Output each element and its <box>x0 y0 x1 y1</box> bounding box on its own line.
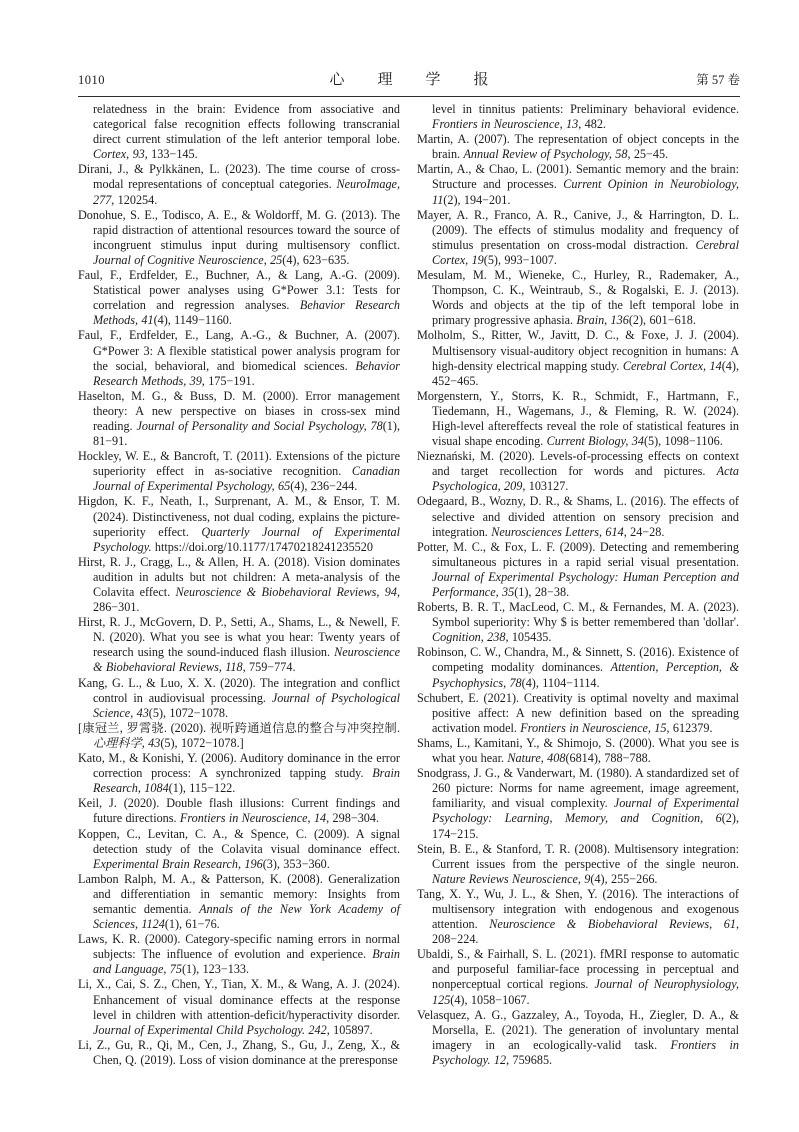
reference-text: [康冠兰, 罗霄骁. (2020). 视听跨通道信息的整合与冲突控制. <box>78 720 400 735</box>
reference-journal-volume: Annals of the New York Academy of Sciences, 1124 <box>93 901 400 932</box>
reference-entry <box>78 268 400 328</box>
reference-journal-volume: Canadian Journal of Experimental Psychology, 65 <box>93 464 400 494</box>
reference-entry <box>417 645 739 690</box>
reference-journal-volume: Brain, 136 <box>576 313 629 328</box>
reference-entry <box>78 208 400 268</box>
reference-entry <box>417 494 739 539</box>
reference-journal-volume: Cognition, 238 <box>432 630 506 645</box>
reference-journal-volume: Brain Research, 1084 <box>93 766 400 796</box>
reference-text: Li, X., Cai, S. Z., Chen, Y., Tian, X. M., & Wang, A. J. (2024). Enhancement of visual dominance effects at the response level in children with attention-deficit/hyperactivity disorder. <box>78 977 400 1022</box>
reference-text: Li, Z., Gu, R., Qi, M., Cen, J., Zhang, S., Gu, J., Zeng, X., & Chen, Q. (2019). Loss of vision dominance at the preresponse <box>78 1037 400 1067</box>
reference-text: , 133−145. <box>144 147 198 162</box>
reference-entry <box>417 540 739 600</box>
reference-text: relatedness in the brain: Evidence from associative and categorical false recognition effects following transcranial direct current stimulation of the left anterior temporal lobe. <box>93 102 400 147</box>
reference-entry <box>78 494 400 554</box>
reference-text: (2), 174−215. <box>432 811 739 841</box>
reference-text: (3), 353−360. <box>262 856 330 871</box>
reference-entry <box>417 328 739 388</box>
reference-journal-volume: Journal of Personality and Social Psychology, 78 <box>136 418 383 433</box>
page-header <box>78 68 740 97</box>
reference-text: Laws, K. R. (2000). Category-specific naming errors in normal subjects: The influence of evolution and experience. <box>78 932 400 962</box>
reference-text: (1), 61−76. <box>164 917 220 932</box>
reference-text: Faul, F., Erdfelder, E., Lang, A.-G., & Buchner, A. (2007). G*Power 3: A flexible statistical power analysis program for the social, behavioral, and biomedical sciences. <box>78 328 400 373</box>
reference-journal-volume: Current Biology, 34 <box>546 434 644 449</box>
reference-entry <box>78 449 400 494</box>
journal-title-wrap <box>138 68 680 89</box>
reference-text: , 120254. <box>111 192 158 207</box>
reference-text: (2), 601−618. <box>628 313 696 328</box>
reference-entry <box>78 872 400 932</box>
reference-text: (1), 115−122. <box>168 781 236 796</box>
reference-entry <box>78 932 400 977</box>
reference-journal-volume: Cerebral Cortex, 19 <box>432 237 739 267</box>
reference-entry <box>417 691 739 736</box>
reference-text: Potter, M. C., & Fox, L. F. (2009). Detecting and remembering simultaneous pictures in a rapid serial visual presentation. <box>417 539 739 569</box>
reference-entry <box>417 268 739 328</box>
reference-entry <box>417 102 739 132</box>
reference-text: Odegaard, B., Wozny, D. R., & Shams, L. (2016). The effects of selective and divided attention on sensory precision and integration. <box>417 494 739 539</box>
reference-entry <box>78 328 400 388</box>
reference-text: , 759685. <box>506 1052 553 1067</box>
reference-text: (4), 1058−1067. <box>450 992 530 1007</box>
reference-text: Tang, X. Y., Wu, J. L., & Shen, Y. (2016). The interactions of multisensory integration with endogenous and exogenous attention. <box>417 886 739 932</box>
reference-entry <box>417 1008 739 1068</box>
reference-journal-volume: Behavior Research Methods, 39 <box>93 358 400 388</box>
references-column-left <box>78 102 400 1068</box>
reference-journal-volume: Neuroscience & Biobehavioral Reviews, 118 <box>93 645 400 675</box>
reference-entry <box>78 796 400 826</box>
reference-journal-volume: Quarterly Journal of Experimental Psychology. <box>93 524 400 554</box>
reference-entry <box>417 132 739 162</box>
volume-label: 第 57 卷 <box>696 73 740 87</box>
reference-text: , 759−774. <box>242 660 296 675</box>
reference-text: (4), 452−465. <box>432 358 739 388</box>
reference-text: Shams, L., Kamitani, Y., & Shimojo, S. (2000). What you see is what you hear. <box>417 735 739 766</box>
reference-text: (5), 1072−1078. <box>148 705 229 720</box>
reference-text: Keil, J. (2020). Double flash illusions: Current findings and future directions. <box>78 796 400 826</box>
reference-journal-volume: Brain and Language, 75 <box>93 947 400 977</box>
reference-entry <box>78 751 400 796</box>
reference-journal-volume: Journal of Experimental Psychology: Human Perception and Performance, 35 <box>432 569 739 599</box>
reference-text: Hirst, R. J., Cragg, L., & Allen, H. A. (2018). Vision dominates audition in adults but not children: A meta-analysis of the Colavita effect. <box>78 554 400 599</box>
reference-text: , 24−28. <box>623 524 665 539</box>
reference-entry <box>417 208 739 268</box>
reference-journal-volume: Frontiers in Neuroscience, 15 <box>520 720 667 735</box>
reference-text: (5), 1098−1106. <box>643 434 723 449</box>
reference-journal-volume: Neuroscience & Biobehavioral Reviews, 61 <box>489 917 736 932</box>
reference-text: https://doi.org/10.1177/17470218241235520 <box>151 539 373 554</box>
reference-text: Kang, G. L., & Luo, X. X. (2020). The integration and conflict control in audiovisual processing. <box>78 675 400 705</box>
reference-journal-volume: 心理科学, 43 <box>93 735 161 750</box>
reference-entry <box>417 887 739 947</box>
reference-journal-volume: Cortex, 93 <box>93 147 145 162</box>
reference-entry <box>78 162 400 207</box>
reference-text: Snodgrass, J. G., & Vanderwart, M. (1980). A standardized set of 260 picture: Norms for name agreement, image agreement, familiarity, and visual complexity. <box>417 766 739 811</box>
reference-text: (5), 993−1007. <box>483 252 557 267</box>
reference-text: Martin, A., & Chao, L. (2001). Semantic memory and the brain: Structure and processes. <box>417 162 739 192</box>
reference-entry <box>78 615 400 675</box>
reference-text: Faul, F., Erdfelder, E., Buchner, A., & Lang, A.-G. (2009). Statistical power analyses using G*Power 3.1: Tests for correlation and regression analyses. <box>78 268 400 313</box>
reference-journal-volume: Acta Psychologica, 209 <box>432 464 739 494</box>
reference-text: Koppen, C., Levitan, C. A., & Spence, C. (2009). A signal detection study of the Colavita visual dominance effect. <box>78 826 400 856</box>
reference-text: (4), 1149−1160. <box>153 313 232 328</box>
reference-text: (2), 194−201. <box>443 192 511 207</box>
reference-journal-volume: Frontiers in Neuroscience, 14 <box>179 811 327 826</box>
reference-journal-volume: Nature, 408 <box>507 751 566 766</box>
reference-text: Martin, A. (2007). The representation of object concepts in the brain. <box>417 132 739 162</box>
reference-text: Molholm, S., Ritter, W., Javitt, D. C., & Foxe, J. J. (2004). Multisensory visual-auditory object recognition in humans: A high-density electrical mapping study. <box>417 328 739 373</box>
reference-journal-volume: Cerebral Cortex, 14 <box>622 358 722 373</box>
reference-text: , 298−304. <box>326 811 380 826</box>
references-column-right <box>417 102 739 1068</box>
reference-text: Velasquez, A. G., Gazzaley, A., Toyoda, H., Ziegler, D. A., & Morsella, E. (2021). The generation of involuntary mental imagery in an ecologically-valid task. <box>417 1007 739 1052</box>
reference-entry <box>78 977 400 1037</box>
reference-text: (1), 123−133. <box>181 962 250 977</box>
reference-text: Dirani, J., & Pylkkänen, L. (2023). The time course of cross-modal representations of conceptual categories. <box>78 162 400 192</box>
reference-text: , 25−45. <box>627 147 669 162</box>
reference-entry <box>417 600 739 645</box>
reference-entry <box>78 676 400 721</box>
reference-text: (4), 1104−1114. <box>521 675 600 690</box>
reference-text: Hirst, R. J., McGovern, D. P., Setti, A., Shams, L., & Newell, F. N. (2020). What you see is what you hear: Twenty years of research using the sound-induced flash illusion. <box>78 615 400 660</box>
reference-entry <box>78 1038 400 1068</box>
reference-journal-volume: Attention, Perception, & Psychophysics, 78 <box>432 660 740 690</box>
reference-text: (1), 81−91. <box>93 418 400 449</box>
reference-text: Mesulam, M. M., Wieneke, C., Hurley, R., Rademaker, A., Thompson, C. K., Weintraub, S., & Rogalski, E. J. (2013). Words and objects at the tip of the left temporal lobe in primary progressive aphasia. <box>417 268 739 328</box>
reference-journal-volume: Journal of Psychological Science, 43 <box>93 690 400 720</box>
reference-journal-volume: Frontiers in Neuroscience, 13 <box>432 117 579 132</box>
reference-text: , 103127. <box>522 479 569 494</box>
reference-journal-volume: NeuroImage, 277 <box>93 177 400 207</box>
reference-text: , 105897. <box>326 1022 373 1037</box>
reference-journal-volume: Frontiers in Psychology. 12 <box>432 1037 740 1067</box>
reference-text: Nieznański, M. (2020). Levels-of-processing effects on context and target recollection for words and pictures. <box>417 449 739 479</box>
reference-entry <box>78 555 400 615</box>
reference-text: , 175−191. <box>201 373 255 388</box>
reference-entry <box>417 389 739 449</box>
page-number: 1010 <box>78 73 105 87</box>
reference-text: Mayer, A. R., Franco, A. R., Canive, J., & Harrington, D. L. (2009). The effects of stimulus modality and frequency of stimulus presentation on cross-modal distraction. <box>417 207 739 252</box>
reference-text: (4), 255−266. <box>590 871 658 886</box>
journal-title: 心理学报 <box>329 72 522 88</box>
reference-text: Donohue, S. E., Todisco, A. E., & Woldorff, M. G. (2013). The rapid distraction of attentional resources toward the source of incongruent stimulus input during multisensory conflict. <box>78 207 400 252</box>
reference-text: Morgenstern, Y., Storrs, K. R., Schmidt, F., Hartmann, F., Tiedemann, H., Wagemans, J., & Fleming, R. W. (2024). High-level aftereffects reveal the role of statistical features in visual shape encoding. <box>417 388 739 449</box>
reference-text: Roberts, B. R. T., MacLeod, C. M., & Fernandes, M. A. (2023). Symbol superiority: Why $ is better remembered than 'dollar'. <box>417 600 739 630</box>
reference-journal-volume: Behavior Research Methods, 41 <box>93 298 400 328</box>
reference-text: Hockley, W. E., & Bancroft, T. (2011). Extensions of the picture superiority effect in as-sociative recognition. <box>78 449 400 479</box>
reference-entry <box>417 947 739 1007</box>
reference-journal-volume: Journal of Experimental Psychology: Learning, Memory, and Cognition, 6 <box>432 796 739 826</box>
reference-text: , 286−301. <box>93 585 400 615</box>
reference-entry <box>417 766 739 841</box>
reference-text: (6814), 788−788. <box>565 751 651 766</box>
reference-journal-volume: Nature Reviews Neuroscience, 9 <box>432 871 591 886</box>
reference-entry <box>78 721 400 751</box>
reference-entry <box>417 736 739 766</box>
reference-text: Stein, B. E., & Stanford, T. R. (2008). Multisensory integration: Current issues from the perspective of the single neuron. <box>417 841 739 871</box>
reference-text: , 105435. <box>505 630 552 645</box>
reference-text: , 482. <box>578 117 606 132</box>
reference-text: , 208−224. <box>432 917 739 947</box>
reference-entry <box>78 389 400 449</box>
reference-journal-volume: Journal of Neurophysiology, 125 <box>432 977 740 1007</box>
reference-journal-volume: Journal of Cognitive Neuroscience, 25 <box>93 252 283 267</box>
reference-text: Lambon Ralph, M. A., & Patterson, K. (2008). Generalization and differentiation in semantic memory: Insights from semantic dementia. <box>78 871 400 916</box>
reference-journal-volume: Annual Review of Psychology, 58 <box>463 147 628 162</box>
reference-text: , 612379. <box>666 720 713 735</box>
reference-text: (5), 1072−1078.] <box>160 735 244 750</box>
reference-text: level in tinnitus patients: Preliminary behavioral evidence. <box>432 102 739 116</box>
reference-entry <box>78 827 400 872</box>
reference-journal-volume: Current Opinion in Neurobiology, 11 <box>432 177 739 207</box>
reference-journal-volume: Neuroscience & Biobehavioral Reviews, 94 <box>175 585 397 599</box>
reference-text: Higdon, K. F., Neath, I., Surprenant, A. M., & Ensor, T. M. (2024). Distinctiveness, not dual coding, explains the picture-superiority effect. <box>78 494 400 539</box>
references-section <box>78 102 740 1068</box>
reference-text: Ubaldi, S., & Fairhall, S. L. (2021). fMRI response to automatic and purposeful familiar-face processing in perceptual and nonperceptual cortical regions. <box>417 947 739 992</box>
reference-text: (4), 623−635. <box>282 252 350 267</box>
reference-journal-volume: Experimental Brain Research, 196 <box>93 856 263 871</box>
reference-entry <box>417 449 739 494</box>
reference-journal-volume: Neurosciences Letters, 614 <box>491 524 624 539</box>
reference-entry <box>417 162 739 207</box>
reference-entry <box>78 102 400 162</box>
reference-text: Robinson, C. W., Chandra, M., & Sinnett, S. (2016). Existence of competing modality dominances. <box>417 645 739 675</box>
reference-text: Haselton, M. G., & Buss, D. M. (2000). Error management theory: A new perspective on biases in cross-sex mind reading. <box>78 388 400 433</box>
reference-entry <box>417 842 739 887</box>
reference-journal-volume: Journal of Experimental Child Psychology. 242 <box>93 1022 327 1037</box>
reference-text: Kato, M., & Konishi, Y. (2006). Auditory dominance in the error correction process: A synchronized tapping study. <box>78 751 400 781</box>
reference-text: (4), 236−244. <box>290 479 358 494</box>
reference-text: Schubert, E. (2021). Creativity is optimal novelty and maximal positive affect: A new definition based on the spreading activation model. <box>417 690 739 735</box>
reference-text: (1), 28−38. <box>514 585 570 599</box>
